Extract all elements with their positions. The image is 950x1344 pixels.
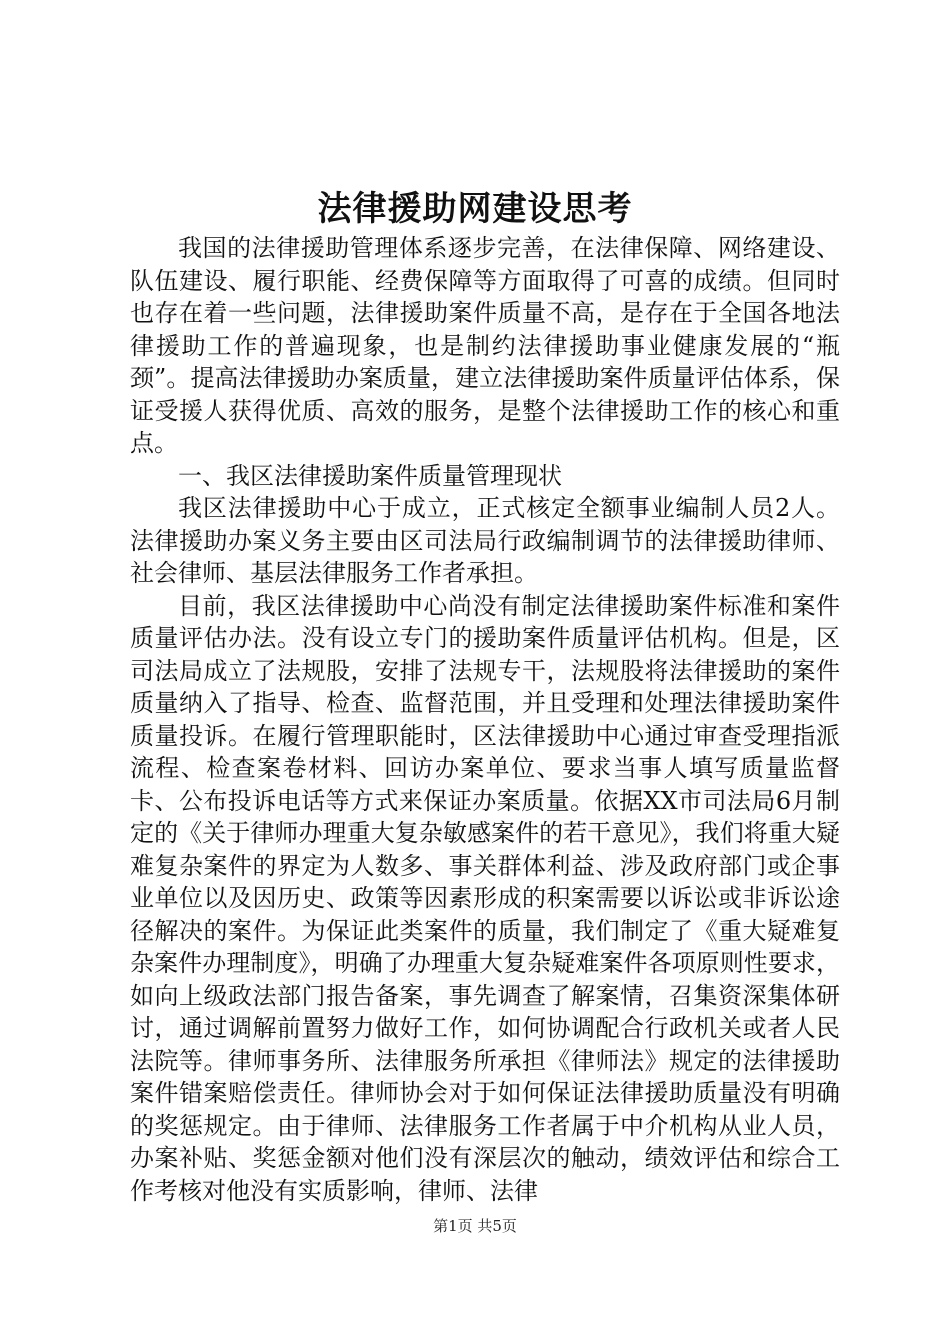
document-body bbox=[130, 232, 840, 1207]
paragraph-staffing: 我区法律援助中心于成立，正式核定全额事业编制人员2人。法律援助办案义务主要由区司法局行政编制调节的法律援助律师、社会律师、基层法律服务工作者承担。 bbox=[130, 494, 840, 587]
paragraph-intro: 我国的法律援助管理体系逐步完善，在法律保障、网络建设、队伍建设、履行职能、经费保障等方面取得了可喜的成绩。但同时也存在着一些问题，法律援助案件质量不高，是存在于全国各地法律援助工作的普遍现象，也是制约法律援助事业健康发展的“瓶颈”。提高法律援助办案质量，建立法律援助案件质量评估体系，保证受援人获得优质、高效的服务，是整个法律援助工作的核心和重点。 bbox=[130, 234, 840, 457]
paragraph-current-status: 目前，我区法律援助中心尚没有制定法律援助案件标准和案件质量评估办法。没有设立专门的援助案件质量评估机构。但是，区司法局成立了法规股，安排了法规专干，法规股将法律援助的案件质量纳入了指导、检查、监督范围，并且受理和处理法律援助案件质量投诉。在履行管理职能时，区法律援助中心通过审查受理指派流程、检查案卷材料、回访办案单位、要求当事人填写质量监督卡、公布投诉电话等方式来保证办案质量。依据XX市司法局6月制定的《关于律师办理重大复杂敏感案件的若干意见》，我们将重大疑难复杂案件的界定为人数多、事关群体利益、涉及政府部门或企事业单位以及因历史、政策等因素形成的积案需要以诉讼或非诉讼途径解决的案件。为保证此类案件的质量，我们制定了《重大疑难复杂案件办理制度》，明确了办理重大复杂疑难案件各项原则性要求，如向上级政法部门报告备案，事先调查了解案情，召集资深集体研讨，通过调解前置努力做好工作，如何协调配合行政机关或者人民法院等。律师事务所、法律服务所承担《律师法》规定的法律援助案件错案赔偿责任。律师协会对于如何保证法律援助质量没有明确的奖惩规定。由于律师、法律服务工作者属于中介机构从业人员，办案补贴、奖惩金额对他们没有深层次的触动，绩效评估和综合工作考核对他没有实质影响，律师、法律 bbox=[130, 591, 840, 1205]
document-title: 法律援助网建设思考 bbox=[317, 189, 633, 229]
section-heading-1: 一、我区法律援助案件质量管理现状 bbox=[178, 461, 562, 490]
page-footer: 第1页 共5页 bbox=[433, 1217, 517, 1235]
